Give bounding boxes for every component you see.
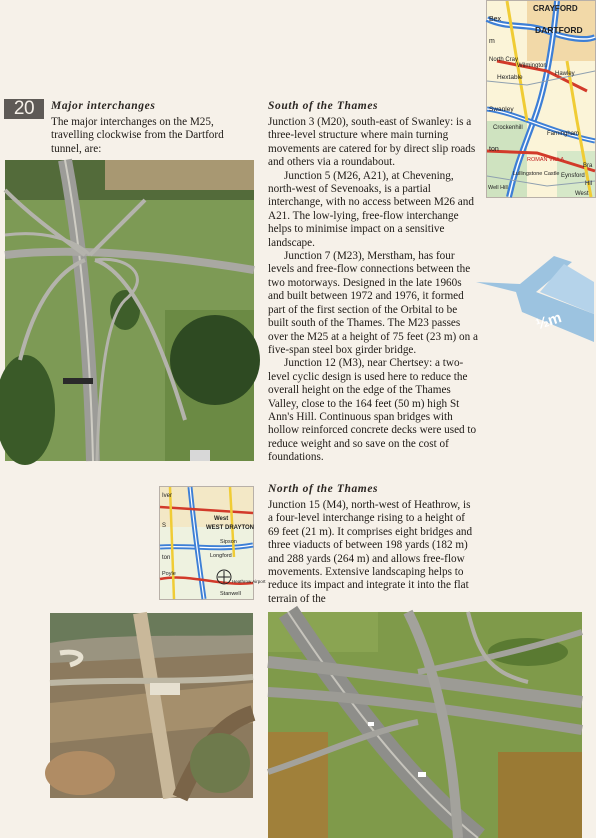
paragraph-junction-12: Junction 12 (M3), near Chertsey: a two-level cyclic design is used here to reduce the overall height on the edge of the Thames Valley, close to the 164 feet (50 m) high St Ann's Hill. Continuous span bridges with hollow reinforced concrete decks were used to reduce weight and so save on the cost of foundations. <box>268 357 477 464</box>
map-label-ton: ton <box>489 146 499 153</box>
map-label-heathrow: Heathrow Airport <box>232 579 266 584</box>
paragraph-junction-15: Junction 15 (M4), north-west of Heathrow, is a four-level interchange rising to a height of 69 feet (21 m). It comprises eight bridges and three viaducts of between 198 yards (182 m) and 288 yards (264 m) and allows free-flow movements. Extensive landscaping helps to reduce its impact and integrate it into the flat terrain of the <box>268 499 473 605</box>
map-label-ton-mid: ton <box>162 555 171 561</box>
map-label-stanwell: Stanwell <box>220 591 241 597</box>
south-section-text <box>268 116 478 465</box>
map-label-west: West <box>575 191 589 197</box>
map-label-roman-villa: ROMAN VILLA <box>527 157 564 163</box>
map-label-hawley: Hawley <box>555 71 575 77</box>
section-heading-major-interchanges: Major interchanges <box>51 100 156 112</box>
map-label-dartford: DARTFORD <box>535 25 583 35</box>
map-label-wilmington: Wilmington <box>517 63 547 69</box>
map-label-eynsford: Eynsford <box>561 173 585 179</box>
map-label-s: S <box>162 523 167 529</box>
north-section-text <box>268 499 478 606</box>
map-label-crayford: CRAYFORD <box>533 4 578 13</box>
map-label-crockenhill: Crockenhill <box>493 125 523 131</box>
map-west-drayton-heathrow <box>159 486 266 600</box>
map-label-farningham: Farningham <box>547 131 580 137</box>
motorway-distance-sign <box>476 252 594 334</box>
sign-half-mile-text: ½m <box>533 309 564 334</box>
map-label-m: m <box>489 38 495 45</box>
section-heading-south-of-thames: South of the Thames <box>268 100 379 112</box>
map-label-hil: Hil <box>585 181 592 187</box>
map-label-poyle: Poyle <box>162 571 176 577</box>
page-number: 20 <box>4 99 44 119</box>
map-label-hextable: Hextable <box>497 74 523 81</box>
map-label-iver: Iver <box>162 493 173 499</box>
photo-construction-site <box>50 613 253 798</box>
map-label-bex: Bex <box>489 16 502 23</box>
photo-junction-15-interchange <box>268 612 582 838</box>
map-label-longford: Longford <box>210 553 232 559</box>
map-label-north-cray: North Cray <box>489 57 519 63</box>
map-label-well-hill: Well Hill <box>488 185 508 191</box>
section-heading-north-of-thames: North of the Thames <box>268 483 379 495</box>
map-label-sipson: Sipson <box>220 539 237 545</box>
map-label-west: West <box>214 516 229 522</box>
paragraph-junction-7: Junction 7 (M23), Merstham, has four levels and free-flow connections between the two motorways. Designed in the late 1960s and built between 1972 and 1976, it formed part of the first section of the Orbital to be built south of the Thames. The M23 passes over the M25 at a height of 75 feet (23 m) on a five-span steel box girder bridge. <box>268 250 479 356</box>
map-label-swanley: Swanley <box>489 106 514 113</box>
photo-junction-3-interchange <box>5 160 254 461</box>
paragraph-junction-5: Junction 5 (M26, A21), at Chevening, north-west of Sevenoaks, is a partial interchange, with no access between M26 and A21. The low-lying, free-flow interchange helps to minimise impact on a sensitive landscape. <box>268 169 474 249</box>
map-label-west-drayton: WEST DRAYTON <box>206 525 255 531</box>
map-label-bra: Bra <box>583 163 593 169</box>
intro-text: The major interchanges on the M25, travelling clockwise from the Dartford tunnel, are: <box>51 116 224 155</box>
intro-paragraph <box>51 116 251 156</box>
map-label-lullingstone: Lullingstone Castle <box>513 171 560 177</box>
paragraph-junction-3: Junction 3 (M20), south-east of Swanley: is a three-level structure where main turning movements are catered for by direct slip roads and others via a roundabout. <box>268 116 476 169</box>
map-dartford-swanley <box>486 0 596 198</box>
